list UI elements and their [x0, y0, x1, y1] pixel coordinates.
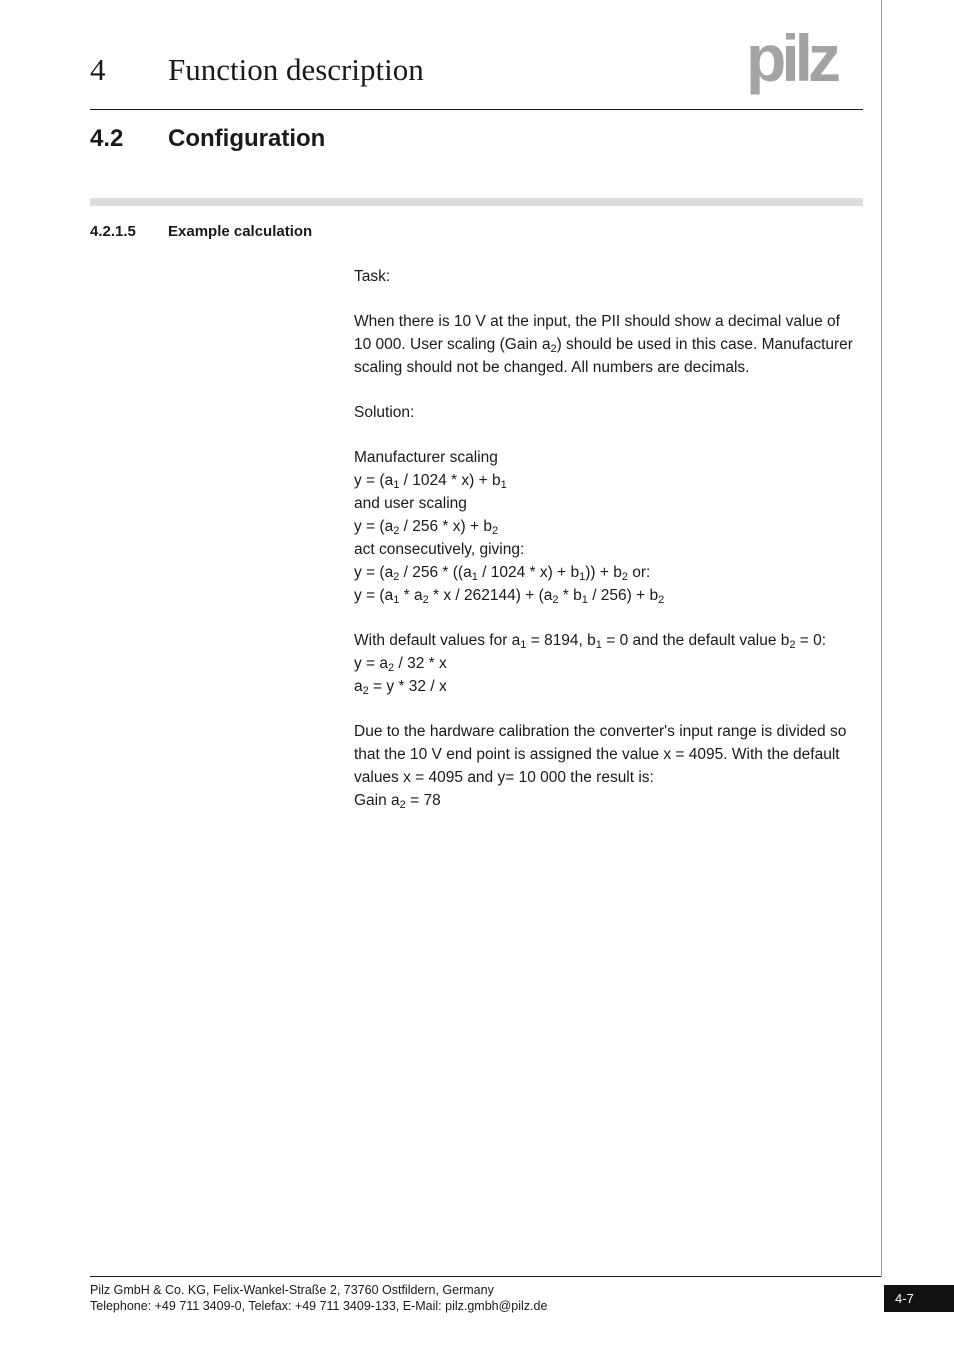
formula-user: $y = (a_2 / 256 * x) + b_2$ — [354, 518, 499, 537]
section-divider — [90, 198, 863, 206]
section-title: Configuration — [168, 125, 326, 152]
pilz-logo — [746, 26, 866, 96]
calibration-text-line-3: values x = 4095 and y= 10 000 the result is: — [354, 769, 654, 786]
manufacturer-scaling-label: Manufacturer scaling — [354, 449, 498, 466]
chapter-title: Function description — [168, 52, 424, 87]
chapter-number: 4 — [90, 52, 106, 87]
formula-simplified: $y = a_2 / 32 * x$ — [354, 655, 447, 674]
task-text-line-1: When there is 10 V at the input, the PII should show a decimal value of — [354, 313, 840, 330]
calibration-text-line-2: that the 10 V end point is assigned the value x = 4095. With the default — [354, 746, 840, 763]
section-number: 4.2 — [90, 125, 124, 152]
user-scaling-label: and user scaling — [354, 495, 467, 512]
formula-manufacturer: $y = (a_1 / 1024 * x) + b_1$ — [354, 472, 507, 491]
consecutive-label: act consecutively, giving: — [354, 541, 525, 558]
formula-expanded: $y = (a_1 * a_2 * x / 262144) + (a_2 * b_1 / 256) + b_2$ — [354, 587, 665, 606]
calibration-text-line-1: Due to the hardware calibration the converter's input range is divided so — [354, 723, 847, 740]
content-body — [354, 265, 866, 812]
header-rule — [90, 109, 863, 110]
formula-gain: $a_2 = y * 32 / x$ — [354, 678, 447, 697]
gain-result: Gain $a_2 = 78$ — [354, 792, 441, 811]
task-text-line-2: 10 000. User scaling (Gain $a_2$) should be used in this case. Manufacturer — [354, 336, 853, 355]
solution-label: Solution: — [354, 404, 415, 421]
page-number: 4-7 — [884, 1285, 954, 1312]
subsection-title: Example calculation — [168, 223, 313, 240]
page-margin-rule — [881, 0, 882, 1277]
formula-combined: $y = (a_2 / 256 * ((a_1 / 1024 * x) + b_1)) + b_2$ or: — [354, 564, 651, 583]
task-text-line-3: scaling should not be changed. All numbers are decimals. — [354, 359, 750, 376]
subsection-number: 4.2.1.5 — [90, 223, 136, 240]
default-values-text: With default values for $a_1 = 8194$, $b_1 = 0$ and the default value $b_2 = 0$: — [354, 632, 827, 651]
footer-contact: Telephone: +49 711 3409-0, Telefax: +49 711 3409-133, E-Mail: pilz.gmbh@pilz.de — [90, 1299, 548, 1313]
pilz-logo-wordmark: pilz — [746, 26, 836, 95]
task-label: Task: — [354, 268, 391, 285]
footer-rule — [90, 1276, 881, 1277]
footer-address: Pilz GmbH & Co. KG, Felix-Wankel-Straße 2, 73760 Ostfildern, Germany — [90, 1283, 494, 1297]
